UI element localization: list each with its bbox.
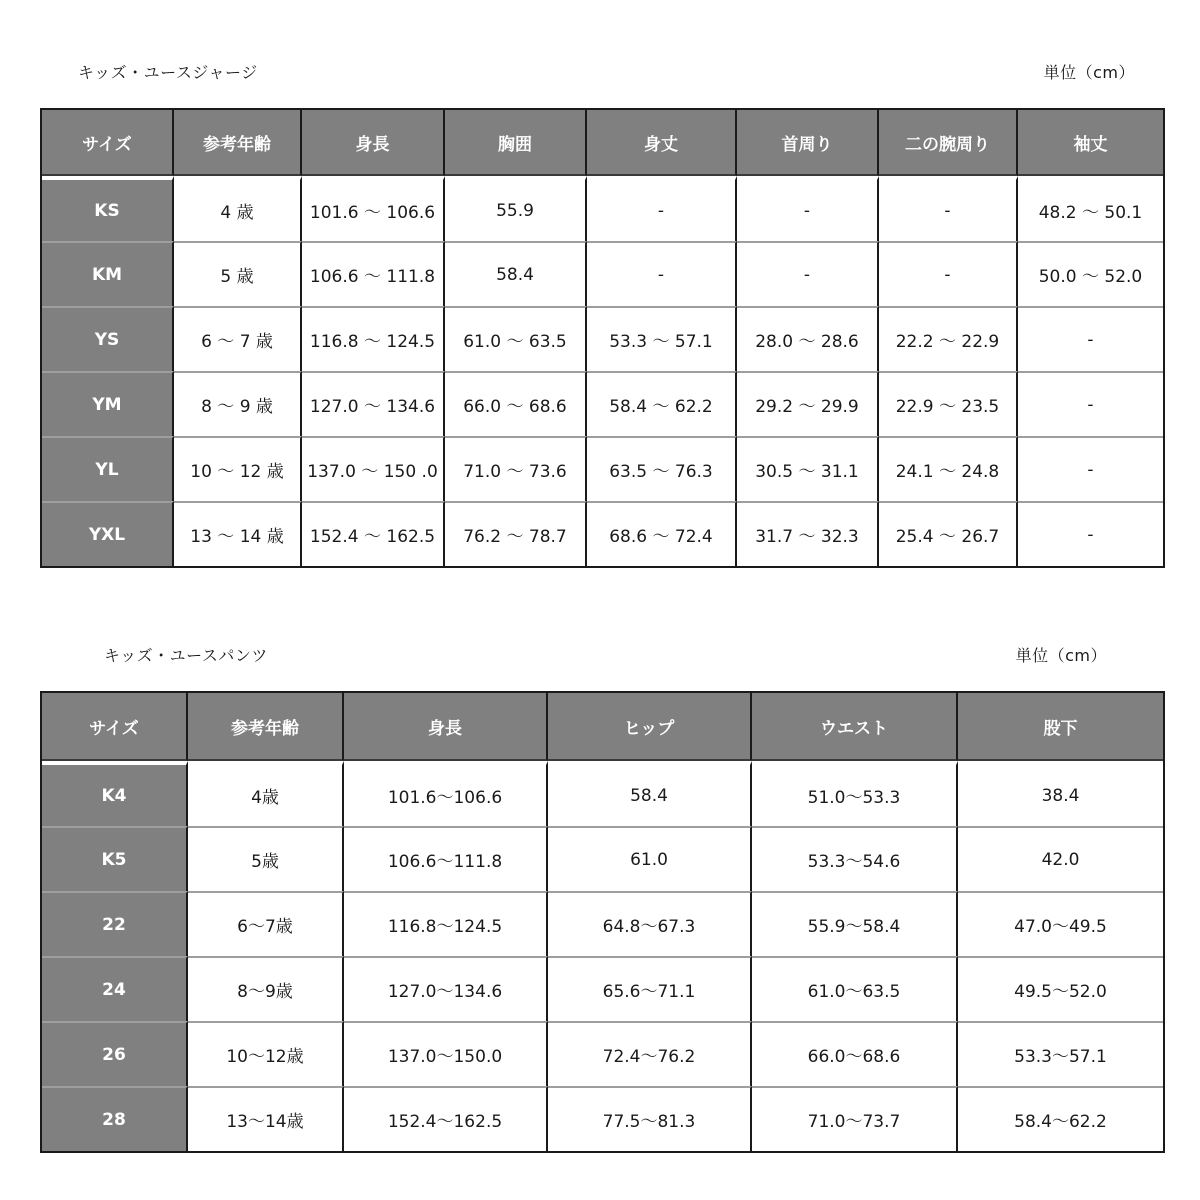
table-cell: 29.2 ～ 29.9 xyxy=(737,371,879,436)
pants-size-table xyxy=(40,691,1165,1153)
column-header-neck: 首周り xyxy=(737,110,879,176)
table-cell: 152.4 ～ 162.5 xyxy=(302,501,445,566)
size-cell: K5 xyxy=(42,826,188,891)
size-cell: YXL xyxy=(42,501,174,566)
table-cell: 25.4 ～ 26.7 xyxy=(879,501,1018,566)
table-row xyxy=(42,436,1163,501)
table-cell: - xyxy=(1018,501,1163,566)
table-cell: 63.5 ～ 76.3 xyxy=(587,436,737,501)
table-cell: 13 ～ 14 歳 xyxy=(174,501,302,566)
size-cell: YS xyxy=(42,306,174,371)
table-row xyxy=(42,761,1163,826)
table-cell: 48.2 ～ 50.1 xyxy=(1018,176,1163,241)
table-row xyxy=(42,1021,1163,1086)
column-header-body-length: 身丈 xyxy=(587,110,737,176)
pants-caption-row xyxy=(40,643,1161,666)
size-cell: 22 xyxy=(42,891,188,956)
table-row xyxy=(42,371,1163,436)
table-cell: 72.4～76.2 xyxy=(548,1021,752,1086)
jersey-size-table xyxy=(40,108,1165,568)
column-header-waist: ウエスト xyxy=(752,693,958,761)
table-cell: 8～9歳 xyxy=(188,956,344,1021)
table-cell: 58.4～62.2 xyxy=(958,1086,1163,1151)
table-cell: 10～12歳 xyxy=(188,1021,344,1086)
column-header-height: 身長 xyxy=(302,110,445,176)
table-cell: 61.0 xyxy=(548,826,752,891)
size-cell: 24 xyxy=(42,956,188,1021)
table-cell: - xyxy=(1018,371,1163,436)
size-cell: 26 xyxy=(42,1021,188,1086)
table-cell: 42.0 xyxy=(958,826,1163,891)
jersey-table-title: キッズ・ユースジャージ xyxy=(78,63,258,82)
column-header-height: 身長 xyxy=(344,693,548,761)
table-cell: 116.8～124.5 xyxy=(344,891,548,956)
column-header-hip: ヒップ xyxy=(548,693,752,761)
column-header-chest: 胸囲 xyxy=(445,110,587,176)
pants-table-title: キッズ・ユースパンツ xyxy=(104,646,268,665)
table-cell: 76.2 ～ 78.7 xyxy=(445,501,587,566)
table-cell: 127.0 ～ 134.6 xyxy=(302,371,445,436)
table-cell: 55.9～58.4 xyxy=(752,891,958,956)
table-cell: - xyxy=(737,241,879,306)
table-cell: 106.6～111.8 xyxy=(344,826,548,891)
table-cell: 66.0 ～ 68.6 xyxy=(445,371,587,436)
table-cell: 58.4 xyxy=(548,761,752,826)
table-cell: 38.4 xyxy=(958,761,1163,826)
table-cell: 55.9 xyxy=(445,176,587,241)
table-cell: 24.1 ～ 24.8 xyxy=(879,436,1018,501)
table-cell: 77.5～81.3 xyxy=(548,1086,752,1151)
table-cell: 5歳 xyxy=(188,826,344,891)
header-row xyxy=(42,693,1163,761)
table-cell: 53.3～57.1 xyxy=(958,1021,1163,1086)
table-cell: 101.6～106.6 xyxy=(344,761,548,826)
table-cell: 51.0～53.3 xyxy=(752,761,958,826)
table-cell: 106.6 ～ 111.8 xyxy=(302,241,445,306)
table-cell: 31.7 ～ 32.3 xyxy=(737,501,879,566)
size-cell: KS xyxy=(42,176,174,241)
table-cell: 65.6～71.1 xyxy=(548,956,752,1021)
table-row xyxy=(42,891,1163,956)
table-cell: 22.2 ～ 22.9 xyxy=(879,306,1018,371)
table-cell: 5 歳 xyxy=(174,241,302,306)
pants-unit-label: 単位（cm） xyxy=(1015,646,1107,665)
table-row xyxy=(42,241,1163,306)
table-cell: 71.0～73.7 xyxy=(752,1086,958,1151)
table-cell: 58.4 xyxy=(445,241,587,306)
table-cell: - xyxy=(587,241,737,306)
column-header-age: 参考年齢 xyxy=(174,110,302,176)
size-cell: K4 xyxy=(42,761,188,826)
column-header-upper-arm: 二の腕周り xyxy=(879,110,1018,176)
table-cell: 68.6 ～ 72.4 xyxy=(587,501,737,566)
table-cell: 53.3～54.6 xyxy=(752,826,958,891)
table-cell: - xyxy=(1018,436,1163,501)
header-row xyxy=(42,110,1163,176)
table-row xyxy=(42,826,1163,891)
table-cell: 152.4～162.5 xyxy=(344,1086,548,1151)
table-cell: 30.5 ～ 31.1 xyxy=(737,436,879,501)
table-cell: 6～7歳 xyxy=(188,891,344,956)
table-cell: 101.6 ～ 106.6 xyxy=(302,176,445,241)
column-header-inseam: 股下 xyxy=(958,693,1163,761)
table-cell: - xyxy=(1018,306,1163,371)
size-cell: YL xyxy=(42,436,174,501)
table-row xyxy=(42,176,1163,241)
table-cell: 61.0 ～ 63.5 xyxy=(445,306,587,371)
table-cell: 50.0 ～ 52.0 xyxy=(1018,241,1163,306)
table-cell: 8 ～ 9 歳 xyxy=(174,371,302,436)
jersey-size-section xyxy=(40,60,1161,568)
column-header-size: サイズ xyxy=(42,693,188,761)
table-cell: - xyxy=(737,176,879,241)
table-cell: 10 ～ 12 歳 xyxy=(174,436,302,501)
table-cell: - xyxy=(587,176,737,241)
table-row xyxy=(42,306,1163,371)
table-row xyxy=(42,1086,1163,1151)
table-row xyxy=(42,501,1163,566)
table-cell: 49.5～52.0 xyxy=(958,956,1163,1021)
table-cell: 137.0～150.0 xyxy=(344,1021,548,1086)
table-cell: 6 ～ 7 歳 xyxy=(174,306,302,371)
table-cell: - xyxy=(879,176,1018,241)
table-cell: 71.0 ～ 73.6 xyxy=(445,436,587,501)
table-row xyxy=(42,956,1163,1021)
table-cell: 28.0 ～ 28.6 xyxy=(737,306,879,371)
table-cell: 47.0～49.5 xyxy=(958,891,1163,956)
size-cell: KM xyxy=(42,241,174,306)
pants-size-section xyxy=(40,643,1161,1153)
table-cell: 22.9 ～ 23.5 xyxy=(879,371,1018,436)
size-cell: 28 xyxy=(42,1086,188,1151)
table-cell: 64.8～67.3 xyxy=(548,891,752,956)
table-cell: 13～14歳 xyxy=(188,1086,344,1151)
table-cell: 137.0 ～ 150 .0 xyxy=(302,436,445,501)
table-cell: 66.0～68.6 xyxy=(752,1021,958,1086)
jersey-caption-row xyxy=(40,60,1161,83)
table-cell: 53.3 ～ 57.1 xyxy=(587,306,737,371)
table-cell: 116.8 ～ 124.5 xyxy=(302,306,445,371)
table-cell: - xyxy=(879,241,1018,306)
column-header-age: 参考年齢 xyxy=(188,693,344,761)
table-cell: 58.4 ～ 62.2 xyxy=(587,371,737,436)
column-header-sleeve: 袖丈 xyxy=(1018,110,1163,176)
table-cell: 61.0～63.5 xyxy=(752,956,958,1021)
table-cell: 4 歳 xyxy=(174,176,302,241)
size-cell: YM xyxy=(42,371,174,436)
jersey-unit-label: 単位（cm） xyxy=(1043,63,1135,82)
table-cell: 4歳 xyxy=(188,761,344,826)
column-header-size: サイズ xyxy=(42,110,174,176)
table-cell: 127.0～134.6 xyxy=(344,956,548,1021)
